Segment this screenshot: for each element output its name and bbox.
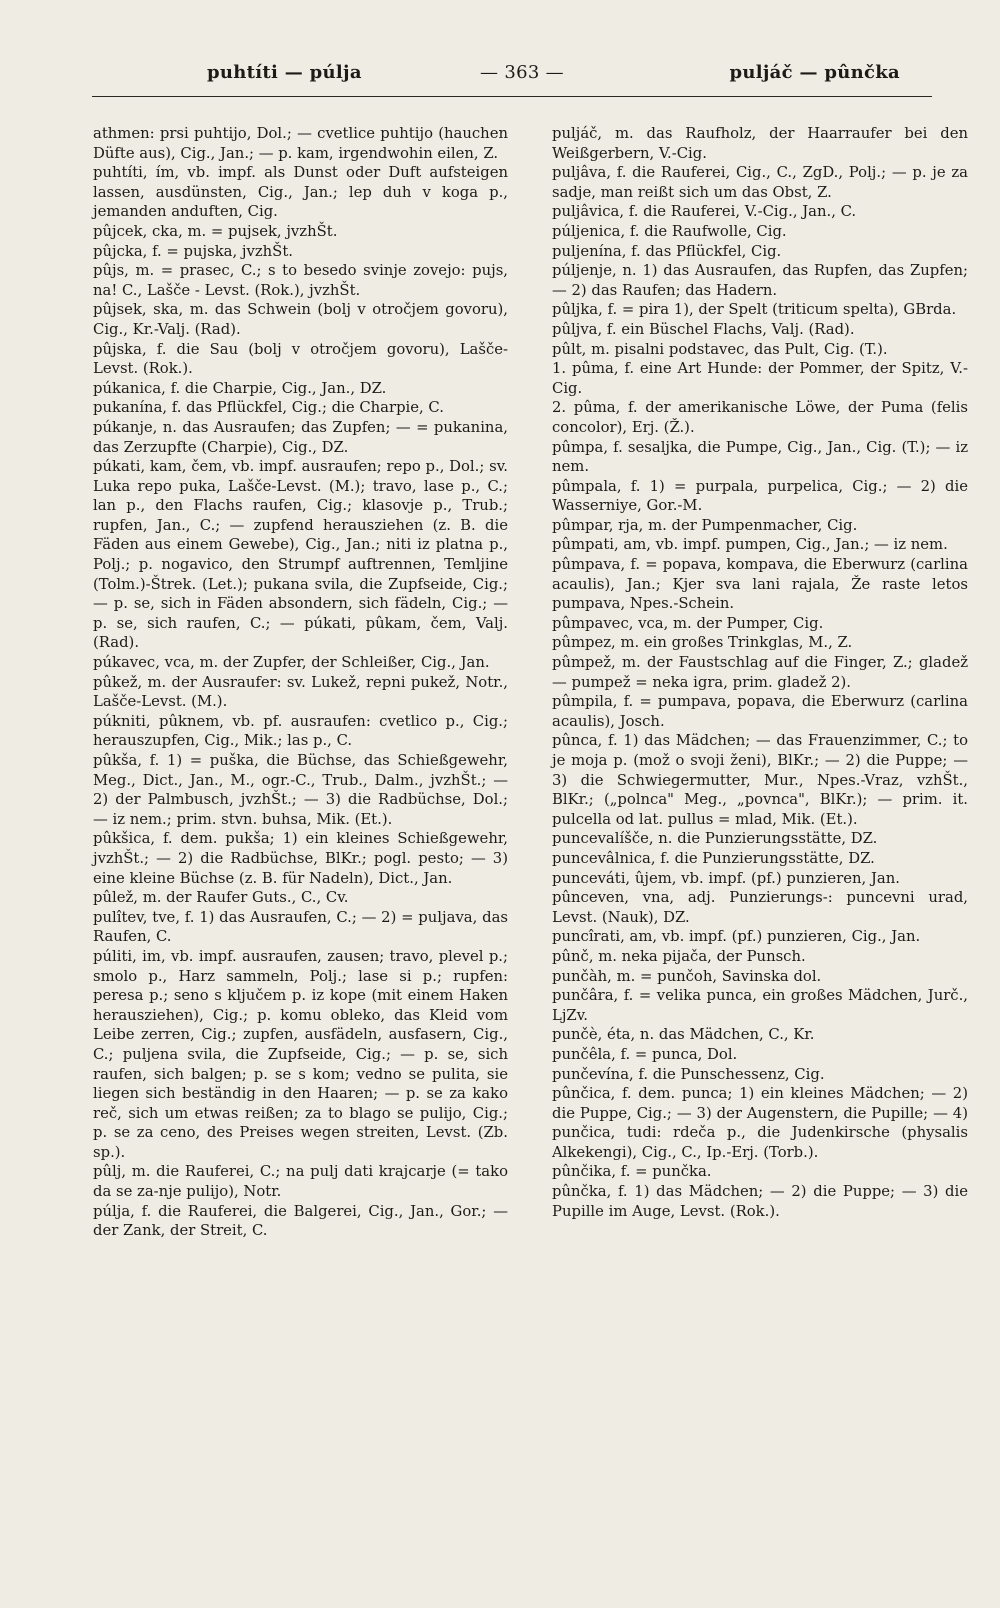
dictionary-entry: puljáč, m. das Raufholz, der Haarraufer bei den Weißgerbern, V.-Cig. xyxy=(552,125,968,162)
dictionary-entry: púkanica, f. die Charpie, Cig., Jan., DZ. xyxy=(93,379,387,397)
dictionary-entry: pûlj, m. die Rauferei, C.; na pulj dati krajcarje (= tako da se za-nje pulijo), Notr. xyxy=(93,1163,508,1201)
dictionary-entry: pûljva, f. ein Büschel Flachs, Valj. (Rad). xyxy=(552,320,855,338)
dictionary-entry: púliti, im, vb. impf. ausraufen, zausen; travo, plevel p.; smolo p., Harz sammeln, Polj.; lase si p.; rupfen: peresa p.; seno s ključem p. iz kope (mit einem Haken herausziehen), Cig.; p. komu obleko, das Kleid vom Leibe zerren, Cig.; zupfen, ausfädeln, ausfasern, Cig., C.; puljena svila, die Zupfseide, Cig.; — p. se, sich raufen, sich balgen; p. se s kom; vedno se pulita, sie liegen sich beständig in den Haaren; — p. se za kako reč, sich um etwas reißen; za to blago se pulijo, Cig.; p. se za ceno, des Preises wegen streiten, Levst. (Zb. sp.). xyxy=(93,947,508,1161)
dictionary-entry: pûmpež, m. der Faustschlag auf die Finger, Z.; gladež — pumpež = neka igra, prim. gladež 2). xyxy=(552,654,968,691)
dictionary-entry: punčêla, f. = punca, Dol. xyxy=(552,1045,738,1063)
dictionary-entry: pûlež, m. der Raufer Guts., C., Cv. xyxy=(93,889,349,907)
header-rule xyxy=(92,96,932,97)
dictionary-entry: pûnčka, f. 1) das Mädchen; — 2) die Puppe; — 3) die Pupille im Auge, Levst. (Rok.). xyxy=(552,1183,968,1220)
dictionary-entry: pûmpati, am, vb. impf. pumpen, Cig., Jan.; — iz nem. xyxy=(552,536,948,554)
dictionary-entry: pûjsek, ska, m. das Schwein (bolj v otročjem govoru), Cig., Kr.-Valj. (Rad). xyxy=(93,301,508,338)
dictionary-entry: pûmpala, f. 1) = purpala, purpelica, Cig.; — 2) die Wasserniye, Gor.-M. xyxy=(552,477,968,515)
dictionary-entry: púkniti, pûknem, vb. pf. ausraufen: cvetlico p., Cig.; herauszupfen, Cig., Mik.; las p., C. xyxy=(93,712,508,750)
dictionary-entry: pûmpila, f. = pumpava, popava, die Eberwurz (carlina acaulis), Josch. xyxy=(552,693,968,730)
dictionary-entry: pukanína, f. das Pflückfel, Cig.; die Charpie, C. xyxy=(93,399,444,417)
dictionary-entry: pûjcek, cka, m. = pujsek, jvzhŠt. xyxy=(93,222,338,240)
dictionary-entry: punceváti, ûjem, vb. impf. (pf.) punzieren, Jan. xyxy=(552,869,900,887)
dictionary-entry: 1. pûma, f. eine Art Hunde: der Pommer, der Spitz, V.-Cig. xyxy=(552,360,968,397)
dictionary-entry: puncîrati, am, vb. impf. (pf.) punzieren, Cig., Jan. xyxy=(552,928,921,946)
dictionary-entry: puncevâlnica, f. die Punzierungsstätte, DZ. xyxy=(552,849,875,867)
dictionary-entry: pûnčika, f. = punčka. xyxy=(552,1163,712,1181)
page-header xyxy=(95,62,930,92)
dictionary-entry: 2. pûma, f. der amerikanische Löwe, der Puma (felis concolor), Erj. (Ž.). xyxy=(552,399,968,436)
dictionary-entry: pûkež, m. der Ausraufer: sv. Lukež, repni pukež, Notr., Lašče-Levst. (M.). xyxy=(93,673,508,711)
dictionary-entry: pûmpa, f. sesaljka, die Pumpe, Cig., Jan., Cig. (T.); — iz nem. xyxy=(552,438,968,476)
dictionary-entry: pûjcka, f. = pujska, jvzhŠt. xyxy=(93,242,293,260)
dictionary-entry: pûmpava, f. = popava, kompava, die Eberwurz (carlina acaulis), Jan.; Kjer sva lani rajala, Že raste letos pumpava, Npes.-Schein. xyxy=(552,556,968,613)
dictionary-entry: punčè, éta, n. das Mädchen, C., Kr. xyxy=(552,1026,815,1044)
dictionary-entry: pûmpez, m. ein großes Trinkglas, M., Z. xyxy=(552,634,853,652)
dictionary-entry: athmen: prsi puhtijo, Dol.; — cvetlice puhtijo (hauchen Düfte aus), Cig., Jan.; — p. kam, irgendwohin eilen, Z. xyxy=(93,125,508,162)
dictionary-entry: punčevína, f. die Punschessenz, Cig. xyxy=(552,1065,825,1083)
dictionary-entry: puljâva, f. die Rauferei, Cig., C., ZgD., Polj.; — p. je za sadje, man reißt sich um das Obst, Z. xyxy=(552,164,968,201)
page-number: — 363 — xyxy=(480,62,564,83)
dictionary-entry: pûnca, f. 1) das Mädchen; — das Frauenzimmer, C.; to je moja p. (mož o svoji ženi), BlKr.; — 2) die Puppe; — 3) die Schwiegermutter, Mur., Npes.-Vraz, vzhŠt., BlKr.; („polnca" Meg., „povnca", BlKr.); — prim. it. pulcella od lat. pullus = mlad, Mik. (Et.). xyxy=(552,732,968,828)
dictionary-entry: pûlt, m. pisalni podstavec, das Pult, Cig. (T.). xyxy=(552,340,888,358)
dictionary-entry: pûmpavec, vca, m. der Pumper, Cig. xyxy=(552,614,824,632)
header-left-guideword: puhtíti — púlja xyxy=(207,62,362,83)
dictionary-entry: puljâvica, f. die Rauferei, V.-Cig., Jan., C. xyxy=(552,203,857,221)
left-column xyxy=(93,124,508,1241)
dictionary-entry: punčâra, f. = velika punca, ein großes Mädchen, Jurč., LjZv. xyxy=(552,987,968,1024)
dictionary-entry: pûnceven, vna, adj. Punzierungs-: puncevni urad, Levst. (Nauk), DZ. xyxy=(552,889,968,926)
dictionary-entry: púkati, kam, čem, vb. impf. ausraufen; repo p., Dol.; sv. Luka repo puka, Lašče-Levst. (M.); travo, lase p., C.; lan p., den Flachs raufen, Cig.; klasovje p., Trub.; rupfen, Jan., C.; — zupfend herausziehen (z. B. die Fäden aus einem Gewebe), Cig., Jan.; niti iz platna p., Polj.; p. nogavico, den Strumpf auftrennen, Temljine (Tolm.)-Štrek. (Let.); pukana svila, die Zupfseide, Cig.; — p. se, sich in Fäden absondern, sich fädeln, Cig.; — p. se, sich raufen, C.; — púkati, pûkam, čem, Valj. (Rad). xyxy=(93,458,508,652)
dictionary-entry: pûjs, m. = prasec, C.; s to besedo svinje zovejo: pujs, na! C., Lašče - Levst. (Rok.), jvzhŠt. xyxy=(93,262,508,299)
dictionary-entry: pûnčica, f. dem. punca; 1) ein kleines Mädchen; — 2) die Puppe, Cig.; — 3) der Augenstern, die Pupille; — 4) punčica, tudi: rdeča p., die Judenkirsche (physalis Alkekengi), Cig., C., Ip.-Erj. (Torb.). xyxy=(552,1085,968,1161)
dictionary-entry: púkanje, n. das Ausraufen; das Zupfen; — = pukanina, das Zerzupfte (Charpie), Cig., DZ. xyxy=(93,418,508,456)
dictionary-entry: pulîtev, tve, f. 1) das Ausraufen, C.; — 2) = puljava, das Raufen, C. xyxy=(93,908,508,946)
header-right-guideword: puljáč — pûnčka xyxy=(729,62,900,83)
dictionary-entry: puljenína, f. das Pflückfel, Cig. xyxy=(552,242,782,260)
dictionary-entry: puncevalíšče, n. die Punzierungsstätte, DZ. xyxy=(552,830,878,848)
dictionary-entry: pûnč, m. neka pijača, der Punsch. xyxy=(552,947,806,965)
dictionary-entry: púkavec, vca, m. der Zupfer, der Schleißer, Cig., Jan. xyxy=(93,654,490,672)
dictionary-entry: pûkša, f. 1) = puška, die Büchse, das Schießgewehr, Meg., Dict., Jan., M., ogr.-C., Trub., Dalm., jvzhŠt.; — 2) der Palmbusch, jvzhŠt.; — 3) die Radbüchse, Dol.; — iz nem.; prim. stvn. buhsa, Mik. (Et.). xyxy=(93,752,508,828)
dictionary-entry: pûljka, f. = pira 1), der Spelt (triticum spelta), GBrda. xyxy=(552,301,957,319)
dictionary-entry: pûmpar, rja, m. der Pumpenmacher, Cig. xyxy=(552,516,858,534)
right-column xyxy=(552,124,968,1221)
dictionary-entry: púljenje, n. 1) das Ausraufen, das Rupfen, das Zupfen; — 2) das Raufen; das Hadern. xyxy=(552,262,968,299)
dictionary-entry: púljenica, f. die Raufwolle, Cig. xyxy=(552,222,787,240)
dictionary-entry: púlja, f. die Rauferei, die Balgerei, Cig., Jan., Gor.; — der Zank, der Streit, C. xyxy=(93,1202,508,1240)
dictionary-entry: punčàh, m. = punčoh, Savinska dol. xyxy=(552,967,822,985)
dictionary-entry: pûjska, f. die Sau (bolj v otročjem govoru), Lašče-Levst. (Rok.). xyxy=(93,340,508,378)
dictionary-entry: puhtíti, ím, vb. impf. als Dunst oder Duft aufsteigen lassen, ausdünsten, Cig., Jan.; lep duh v koga p., jemanden anduften, Cig. xyxy=(93,164,508,221)
dictionary-entry: pûkšica, f. dem. pukša; 1) ein kleines Schießgewehr, jvzhŠt.; — 2) die Radbüchse, BlKr.; pogl. pesto; — 3) eine kleine Büchse (z. B. für Nadeln), Dict., Jan. xyxy=(93,830,508,887)
